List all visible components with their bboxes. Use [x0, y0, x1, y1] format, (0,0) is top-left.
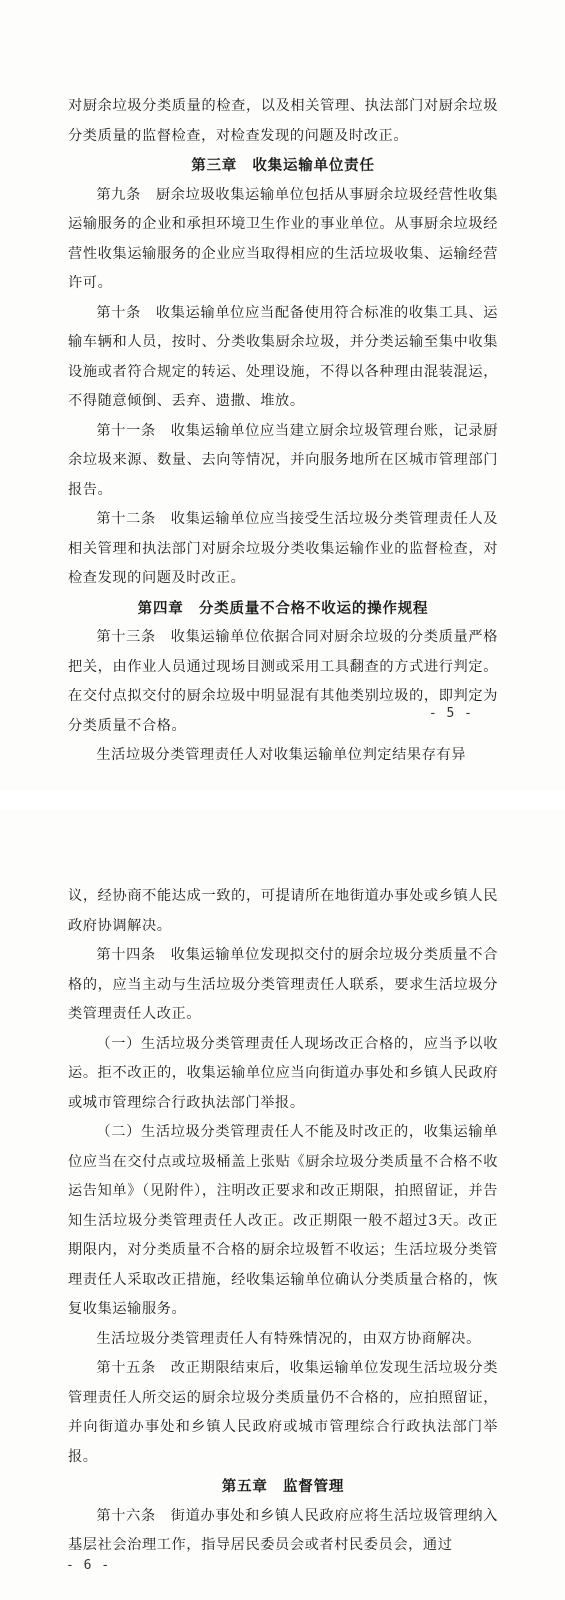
- page-gap: [0, 790, 565, 810]
- document-page-6: [0, 810, 565, 1600]
- page-number: - 6 -: [66, 1558, 111, 1573]
- chapter-heading-3: 第三章 收集运输单位责任: [191, 157, 375, 174]
- article-13: 第十三条 收集运输单位依据合同对厨余垃圾的分类质量严格把关，由作业人员通过现场目测或采用工具翻查的方式进行判定。在交付点拟交付的厨余垃圾中明显混有其他类别垃圾的，即判定为分类质量不合格。: [68, 629, 498, 734]
- paragraph: 生活垃圾分类管理责任人对收集运输单位判定结果存有异: [96, 747, 467, 763]
- page-number: - 5 -: [428, 706, 473, 721]
- article-9: 第九条 厨余垃圾收集运输单位包括从事厨余垃圾经营性收集运输服务的企业和承担环境卫生作业的事业单位。从事厨余垃圾经营性收集运输服务的企业应当取得相应的生活垃圾收集、运输经营许可。: [68, 186, 498, 291]
- paragraph: 生活垃圾分类管理责任人有特殊情况的，由双方协商解决。: [96, 1330, 481, 1347]
- page-5-body: [68, 92, 498, 771]
- article-14: 第十四条 收集运输单位发现拟交付的厨余垃圾分类质量不合格的，应当主动与生活垃圾分类管理责任人联系，要求生活垃圾分类管理责任人改正。: [68, 947, 498, 1022]
- article-16: 第十六条 街道办事处和乡镇人民政府应将生活垃圾管理纳入基层社会治理工作，指导居民委员会或者村民委员会，通过: [68, 1507, 498, 1553]
- article-12: 第十二条 收集运输单位应当接受生活垃圾分类管理责任人及相关管理和执法部门对厨余垃圾分类收集运输作业的监督检查，对检查发现的问题及时改正。: [68, 511, 498, 586]
- clause-1: （一）生活垃圾分类管理责任人现场改正合格的，应当予以收运。拒不改正的，收集运输单位应当向街道办事处和乡镇人民政府或城市管理综合行政执法部门举报。: [68, 1035, 498, 1111]
- chapter-heading-4: 第四章 分类质量不合格不收运的操作规程: [137, 599, 429, 617]
- paragraph: 议，经协商不能达成一致的，可提请所在地街道办事处或乡镇人民政府协调解决。: [68, 888, 498, 934]
- page-6-body: [68, 882, 498, 1561]
- article-11: 第十一条 收集运输单位应当建立厨余垃圾管理台账，记录厨余垃圾来源、数量、去向等情况，并向服务地所在区城市管理部门报告。: [68, 422, 498, 498]
- article-15: 第十五条 改正期限结束后，收集运输单位发现生活垃圾分类管理责任人所交运的厨余垃圾分类质量仍不合格的，应拍照留证，并向街道办事处和乡镇人民政府或城市管理综合行政执法部门举报。: [68, 1360, 498, 1465]
- article-10: 第十条 收集运输单位应当配备使用符合标准的收集工具、运输车辆和人员，按时、分类收集厨余垃圾，并分类运输至集中收集设施或者符合规定的转运、处理设施，不得以各种理由混装混运，不得随意倾倒、丢弃、遗撒、堆放。: [68, 304, 498, 409]
- chapter-heading-5: 第五章 监督管理: [221, 1478, 345, 1495]
- paragraph: 对厨余垃圾分类质量的检查，以及相关管理、执法部门对厨余垃圾分类质量的监督检查，对检查发现的问题及时改正。: [68, 98, 498, 144]
- document-page-5: [0, 0, 565, 790]
- clause-2: （二）生活垃圾分类管理责任人不能及时改正的，收集运输单位应当在交付点或垃圾桶盖上张贴《厨余垃圾分类质量不合格不收运告知单》（见附件），注明改正要求和改正期限，拍照留证，并告知生活垃圾分类管理责任人改正。改正期限一般不超过3天。改正期限内，对分类质量不合格的厨余垃圾暂不收运；生活垃圾分类管理责任人采取改正措施，经收集运输单位确认分类质量合格的，恢复收集运输服务。: [68, 1124, 498, 1317]
